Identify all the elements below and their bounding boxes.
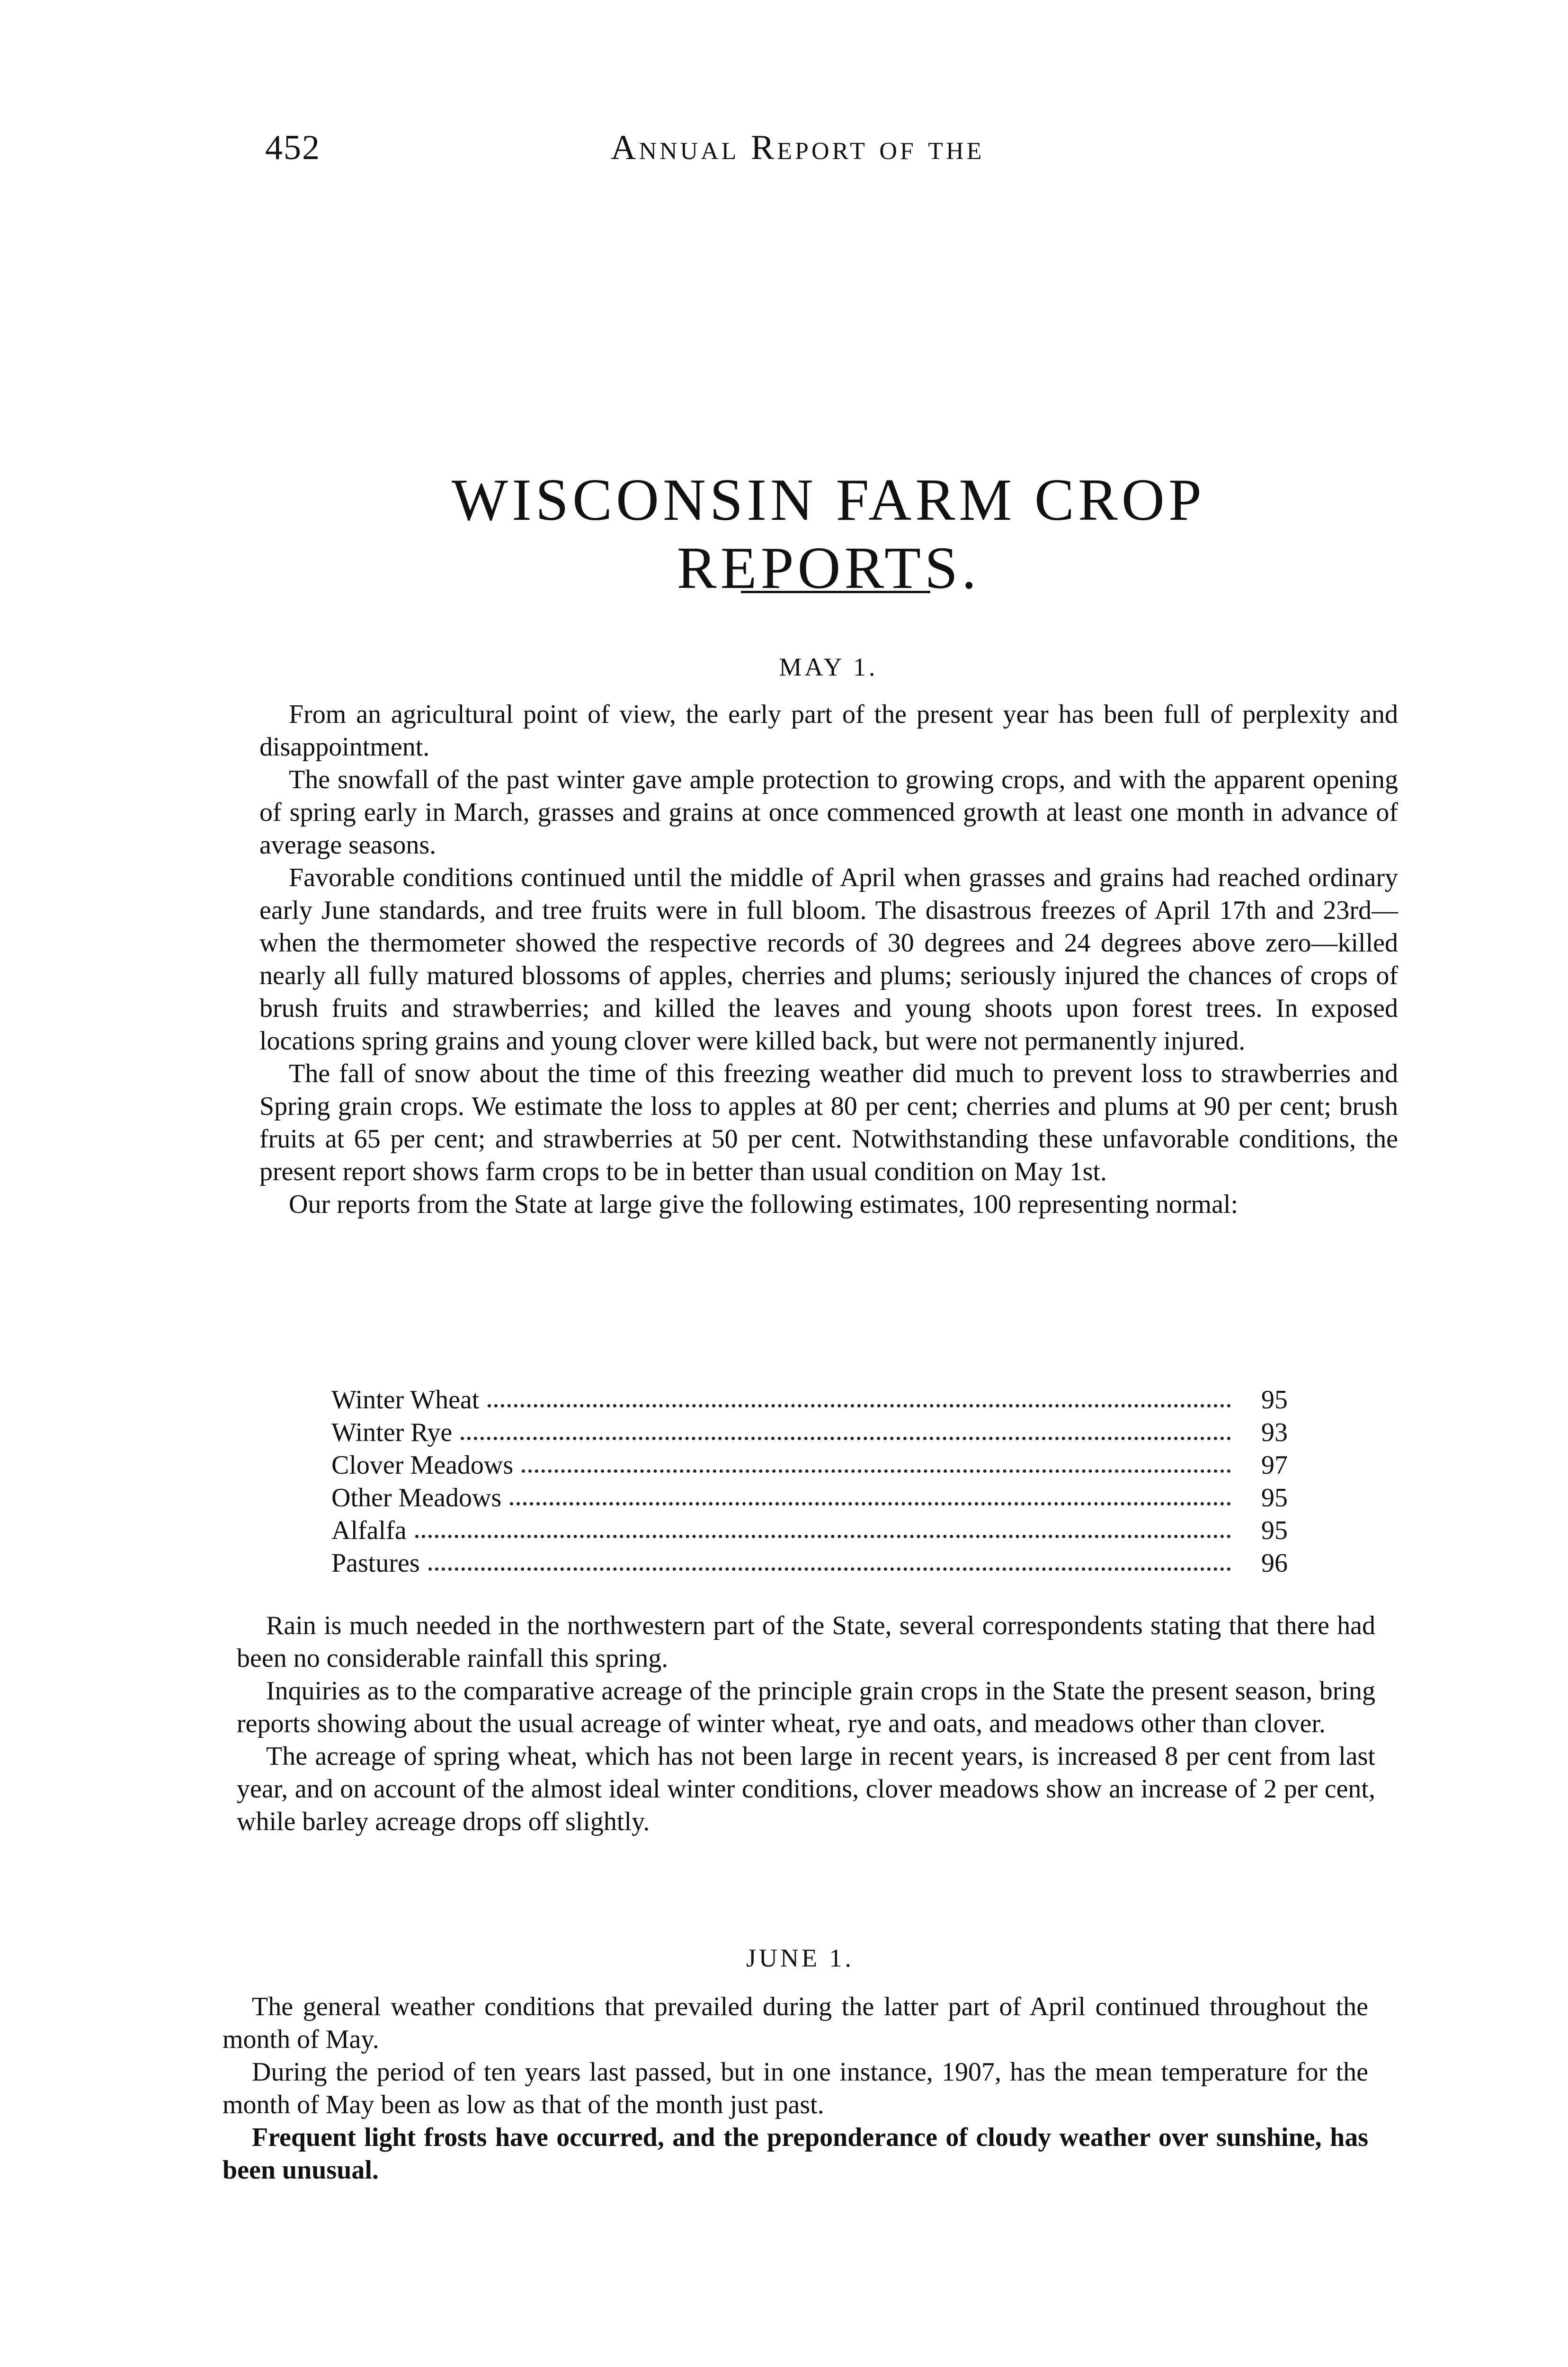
paragraph: From an agricultural point of view, the early part of the present year has been full of perplexity and disappointment. <box>259 700 1398 762</box>
estimate-row <box>331 1513 1288 1546</box>
estimate-row <box>331 1480 1288 1513</box>
page-number: 452 <box>265 128 321 167</box>
estimate-value: 95 <box>1261 1516 1288 1545</box>
paragraph: Inquiries as to the comparative acreage of the principle grain crops in the State the present season, bring reports showing about the usual acreage of winter wheat, rye and oats, and meadows other than clover. <box>237 1676 1375 1738</box>
dot-leader <box>522 1469 1231 1473</box>
dot-leader <box>428 1567 1231 1571</box>
may-closing-text <box>237 1610 1375 1838</box>
section-heading-june: JUNE 1. <box>746 1944 854 1972</box>
paragraph: Frequent light frosts have occurred, and the preponderance of cloudy weather over sunshine, has been unusual. <box>223 2123 1368 2185</box>
paragraph: Our reports from the State at large give the following estimates, 100 representing normal: <box>289 1190 1238 1219</box>
page-title: WISCONSIN FARM CROP REPORTS. <box>452 467 1205 601</box>
paragraph: Rain is much needed in the northwestern part of the State, several correspondents stating that there had been no considerable rainfall this spring. <box>237 1611 1375 1673</box>
running-head <box>265 128 1401 185</box>
dot-leader <box>461 1437 1231 1440</box>
paragraph: The snowfall of the past winter gave ample protection to growing crops, and with the apparent opening of spring early in March, grasses and grains at once commenced growth at least one month in advance of average seasons. <box>259 765 1398 860</box>
estimate-crop: Clover Meadows <box>331 1450 514 1480</box>
running-title: Annual Report of the <box>611 128 985 167</box>
paragraph: The acreage of spring wheat, which has not been large in recent years, is increased 8 per cent from last year, and on account of the almost ideal winter conditions, clover meadows show an increase of 2 per cent, while barley acreage drops off slightly. <box>237 1742 1375 1836</box>
estimate-crop: Pastures <box>331 1548 420 1578</box>
paragraph: The general weather conditions that prevailed during the latter part of April continued throughout the month of May. <box>223 1992 1368 2054</box>
estimate-crop: Winter Rye <box>331 1418 453 1447</box>
estimates-table <box>331 1382 1288 1578</box>
estimate-value: 95 <box>1261 1483 1288 1513</box>
dot-leader <box>488 1404 1231 1407</box>
section-heading-may: MAY 1. <box>779 653 878 681</box>
estimate-value: 97 <box>1261 1450 1288 1480</box>
paragraph: Favorable conditions continued until the middle of April when grasses and grains had reached ordinary early June standards, and tree fruits were in full bloom. The disastrous freezes of April 17th and 23rd—when the thermometer showed the respective records of 30 degrees and 24 degrees above zero—killed nearly all fully matured blossoms of apples, cherries and plums; seriously injured the chances of crops of brush fruits and strawberries; and killed the leaves and young shoots upon forest trees. In exposed locations spring grains and young clover were killed back, but were not permanently injured. <box>259 863 1398 1056</box>
estimate-value: 93 <box>1261 1418 1288 1447</box>
estimate-value: 96 <box>1261 1548 1288 1578</box>
june-text <box>223 1991 1368 2187</box>
may-intro-text <box>259 698 1398 1221</box>
estimate-crop: Alfalfa <box>331 1516 407 1545</box>
dot-leader <box>510 1502 1231 1505</box>
estimate-value: 95 <box>1261 1385 1288 1415</box>
title-rule <box>741 591 930 593</box>
estimate-row <box>331 1382 1288 1415</box>
estimate-row <box>331 1546 1288 1578</box>
paragraph: During the period of ten years last passed, but in one instance, 1907, has the mean temperature for the month of May been as low as that of the month just past. <box>223 2057 1368 2119</box>
estimate-crop: Winter Wheat <box>331 1385 480 1415</box>
estimate-row <box>331 1448 1288 1480</box>
paragraph: The fall of snow about the time of this freezing weather did much to prevent loss to strawberries and Spring grain crops. We estimate the loss to apples at 80 per cent; cherries and plums at 90 per cent; brush fruits at 65 per cent; and strawberries at 50 per cent. Notwithstanding these unfavorable conditions, the present report shows farm crops to be in better than usual condition on May 1st. <box>259 1059 1398 1186</box>
estimate-crop: Other Meadows <box>331 1483 502 1513</box>
estimate-row <box>331 1415 1288 1448</box>
dot-leader <box>415 1535 1231 1538</box>
